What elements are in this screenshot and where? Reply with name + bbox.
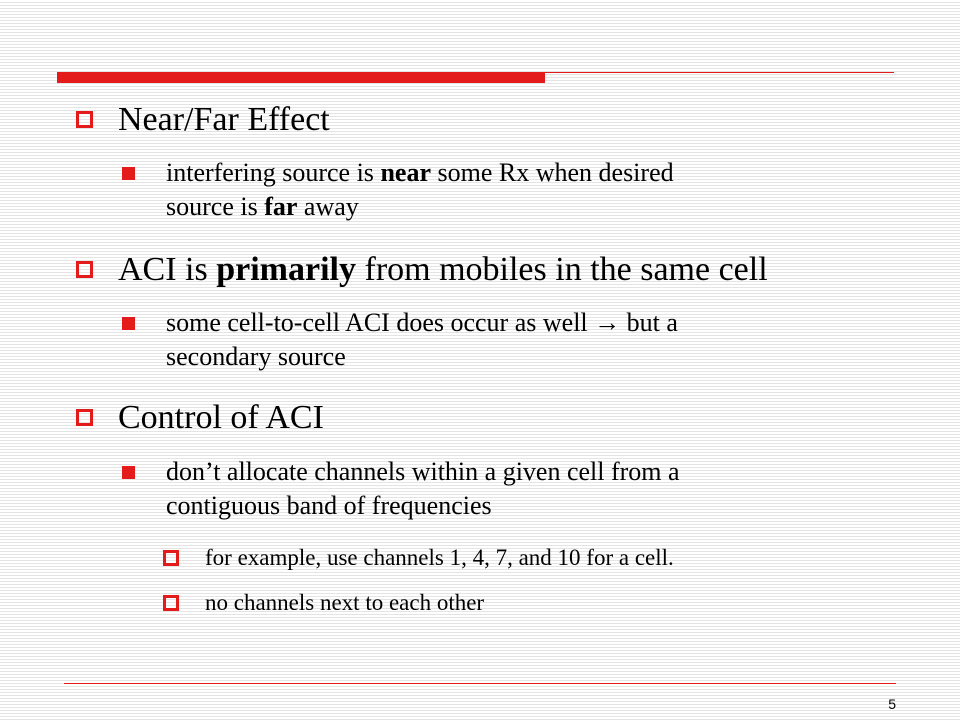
- line-2: contiguous band of frequencies: [166, 491, 492, 520]
- bullet-text: Near/Far Effect: [118, 101, 330, 138]
- line-1: some cell-to-cell ACI does occur as well → but a: [166, 308, 678, 337]
- hollow-square-bullet-icon: [163, 550, 179, 566]
- hollow-square-bullet-icon: [163, 595, 179, 611]
- line-1: don’t allocate channels within a given cell from a: [166, 457, 680, 486]
- page-number: 5: [888, 696, 896, 712]
- hollow-square-bullet-icon: [76, 409, 93, 426]
- line-2: source is far away: [166, 192, 359, 221]
- bullet-text: ACI is primarily from mobiles in the same cell: [118, 251, 768, 288]
- sub-bullet-text: [166, 306, 866, 374]
- filled-square-bullet-icon: [122, 317, 135, 330]
- line-1: interfering source is near some Rx when desired: [166, 158, 674, 187]
- line-2: secondary source: [166, 342, 346, 371]
- hollow-square-bullet-icon: [76, 261, 93, 278]
- sub-bullet-text: [166, 156, 866, 224]
- footer-rule: [64, 683, 896, 684]
- filled-square-bullet-icon: [122, 466, 135, 479]
- title-rule-thin: [545, 72, 894, 73]
- hollow-square-bullet-icon: [76, 111, 93, 128]
- bullet-text: Control of ACI: [118, 399, 324, 436]
- sub-sub-bullet-text: for example, use channels 1, 4, 7, and 10 for a cell.: [205, 545, 674, 570]
- sub-sub-bullet-text: no channels next to each other: [205, 590, 485, 615]
- filled-square-bullet-icon: [122, 167, 135, 180]
- title-rule-thick: [57, 72, 545, 83]
- sub-bullet-text: [166, 455, 866, 523]
